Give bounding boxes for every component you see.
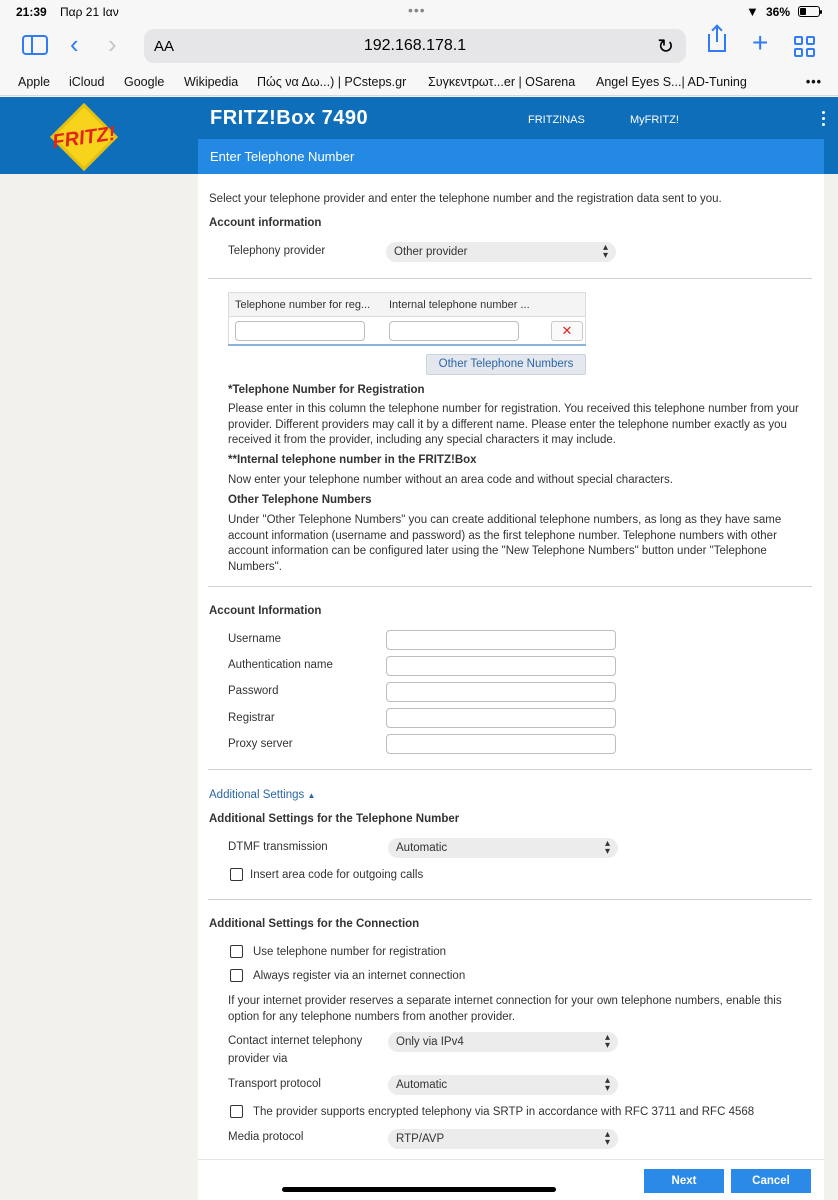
- page-title: Enter Telephone Number: [210, 149, 355, 164]
- password-input[interactable]: [386, 682, 616, 702]
- forward-icon[interactable]: ›: [108, 29, 117, 59]
- registrar-input[interactable]: [386, 708, 616, 728]
- battery-percent: 36%: [766, 5, 791, 19]
- content-panel: [198, 174, 824, 1200]
- intro-text: Select your telephone provider and enter the telephone number and the registration data sent to you.: [209, 193, 722, 205]
- account-heading: Account information: [209, 217, 322, 229]
- divider: [208, 586, 812, 587]
- wifi-icon: ▼: [746, 4, 759, 19]
- browser-toolbar: [0, 24, 838, 70]
- provider-label: Telephony provider: [228, 245, 326, 257]
- contact-select[interactable]: Only via IPv4 ▴ ▾: [388, 1032, 618, 1052]
- menu-dots-icon[interactable]: [822, 111, 826, 129]
- col-internal-number: Internal telephone number ...: [389, 299, 530, 311]
- dtmf-label: DTMF transmission: [228, 841, 328, 853]
- next-button[interactable]: Next: [644, 1169, 724, 1193]
- media-label: Media protocol: [228, 1131, 304, 1143]
- product-name: FRITZ!Box 7490: [210, 107, 369, 129]
- provider-note: If your internet provider reserves a separate internet connection for your own telephone numbers, enable this option for any telephone numbers from another provider.: [228, 995, 782, 1023]
- page-title-bar: [198, 139, 824, 174]
- always-register-label: Always register via an internet connection: [253, 970, 466, 982]
- number-settings-heading: Additional Settings for the Telephone Number: [209, 813, 460, 825]
- connection-settings-heading: Additional Settings for the Connection: [209, 918, 420, 930]
- more-bookmarks-icon[interactable]: •••: [805, 75, 822, 89]
- share-icon[interactable]: [708, 34, 726, 52]
- registrar-label: Registrar: [228, 712, 275, 724]
- always-register-checkbox[interactable]: [230, 969, 243, 982]
- help-text-1: Please enter in this column the telephone number for registration. You received this telephone number from your provider. Different providers may call it by a different name. Please enter the telephone number exactly as you received it from the provider, including any special characters it may include.: [228, 403, 799, 446]
- fritz-header: [0, 97, 838, 174]
- dtmf-select[interactable]: Automatic ▴ ▾: [388, 838, 618, 858]
- area-code-label: Insert area code for outgoing calls: [250, 869, 424, 881]
- fritznas-link[interactable]: FRITZ!NAS: [528, 114, 585, 126]
- contact-label-2: provider via: [228, 1053, 288, 1065]
- select-chevron-icon: ▴ ▾: [604, 1032, 610, 1051]
- media-select[interactable]: RTP/AVP ▴ ▾: [388, 1129, 618, 1149]
- transport-label: Transport protocol: [228, 1078, 321, 1090]
- account-info-heading: Account Information: [209, 605, 322, 617]
- divider: [208, 769, 812, 770]
- use-number-checkbox[interactable]: [230, 945, 243, 958]
- battery-icon: [798, 6, 820, 17]
- status-date: Παρ 21 Ιαν: [60, 5, 119, 19]
- select-chevron-icon: ▴ ▾: [604, 838, 610, 857]
- bookmark-wikipedia[interactable]: Wikipedia: [184, 75, 239, 89]
- divider: [208, 278, 812, 279]
- bookmark-osarena[interactable]: Συγκεντρωτ...er | OSarena: [428, 75, 576, 89]
- registration-number-input[interactable]: [235, 321, 365, 341]
- col-registration-number: Telephone number for reg...: [235, 299, 371, 311]
- use-number-label: Use telephone number for registration: [253, 946, 447, 958]
- cancel-button[interactable]: Cancel: [731, 1169, 811, 1193]
- help-heading-1: *Telephone Number for Registration: [228, 384, 425, 396]
- select-chevron-icon: ▴ ▾: [604, 1075, 610, 1094]
- auth-name-label: Authentication name: [228, 659, 333, 671]
- status-time: 21:39: [16, 5, 47, 19]
- help-heading-3: Other Telephone Numbers: [228, 494, 372, 506]
- status-bar: [0, 0, 838, 24]
- proxy-input[interactable]: [386, 734, 616, 754]
- triangle-up-icon: ▲: [307, 791, 316, 800]
- select-chevron-icon: ▴ ▾: [602, 242, 608, 261]
- srtp-checkbox[interactable]: [230, 1105, 243, 1118]
- other-numbers-button[interactable]: Other Telephone Numbers: [426, 354, 586, 375]
- bookmark-icloud[interactable]: iCloud: [69, 75, 105, 89]
- tabs-overview-icon[interactable]: [794, 36, 816, 58]
- fritz-logo[interactable]: FRITZ!: [50, 105, 118, 173]
- bookmark-pcsteps[interactable]: Πώς να Δω...) | PCsteps.gr: [257, 75, 407, 89]
- area-code-checkbox[interactable]: [230, 868, 243, 881]
- select-chevron-icon: ▴ ▾: [604, 1129, 610, 1148]
- contact-label: Contact internet telephony: [228, 1035, 363, 1047]
- delete-icon: ✕: [561, 323, 573, 338]
- address-bar[interactable]: [144, 29, 686, 63]
- reload-icon[interactable]: ↻: [657, 36, 674, 58]
- sidebar-icon[interactable]: [22, 35, 48, 55]
- transport-select[interactable]: Automatic ▴ ▾: [388, 1075, 618, 1095]
- provider-select[interactable]: Other provider ▴ ▾: [386, 242, 616, 262]
- home-indicator[interactable]: [282, 1187, 556, 1192]
- username-input[interactable]: [386, 630, 616, 650]
- additional-settings-toggle[interactable]: Additional Settings ▲: [209, 789, 316, 801]
- new-tab-icon[interactable]: +: [752, 27, 769, 58]
- internal-number-input[interactable]: [389, 321, 519, 341]
- url-text[interactable]: 192.168.178.1: [363, 37, 467, 54]
- help-heading-2: **Internal telephone number in the FRITZ!Box: [228, 454, 477, 466]
- bookmark-google[interactable]: Google: [124, 75, 165, 89]
- bookmarks-bar: [0, 70, 838, 96]
- bookmark-apple[interactable]: Apple: [18, 75, 50, 89]
- auth-name-input[interactable]: [386, 656, 616, 676]
- password-label: Password: [228, 685, 279, 697]
- text-size-button[interactable]: AA: [154, 38, 175, 55]
- numbers-table: [228, 292, 586, 345]
- help-text-2: Now enter your telephone number without an area code and without special characters.: [228, 474, 673, 486]
- multitask-dots-icon[interactable]: •••: [408, 2, 426, 18]
- proxy-label: Proxy server: [228, 738, 293, 750]
- delete-row-button[interactable]: [551, 321, 583, 341]
- back-icon[interactable]: ‹: [70, 29, 79, 59]
- divider: [198, 1159, 824, 1160]
- help-text-3: Under "Other Telephone Numbers" you can create additional telephone numbers, as long as they have same account information (username and password) as the first telephone number. Telephone numbers with other account information can be configured later using the "New Telephone Numbers" button under "Telephone Numbers".: [228, 514, 782, 573]
- divider: [208, 899, 812, 900]
- bookmark-ad-tuning[interactable]: Angel Eyes S...| AD-Tuning: [596, 75, 747, 89]
- myfritz-link[interactable]: MyFRITZ!: [630, 114, 679, 126]
- username-label: Username: [228, 633, 282, 645]
- srtp-label: The provider supports encrypted telephony via SRTP in accordance with RFC 3711 and RFC 4568: [253, 1106, 755, 1118]
